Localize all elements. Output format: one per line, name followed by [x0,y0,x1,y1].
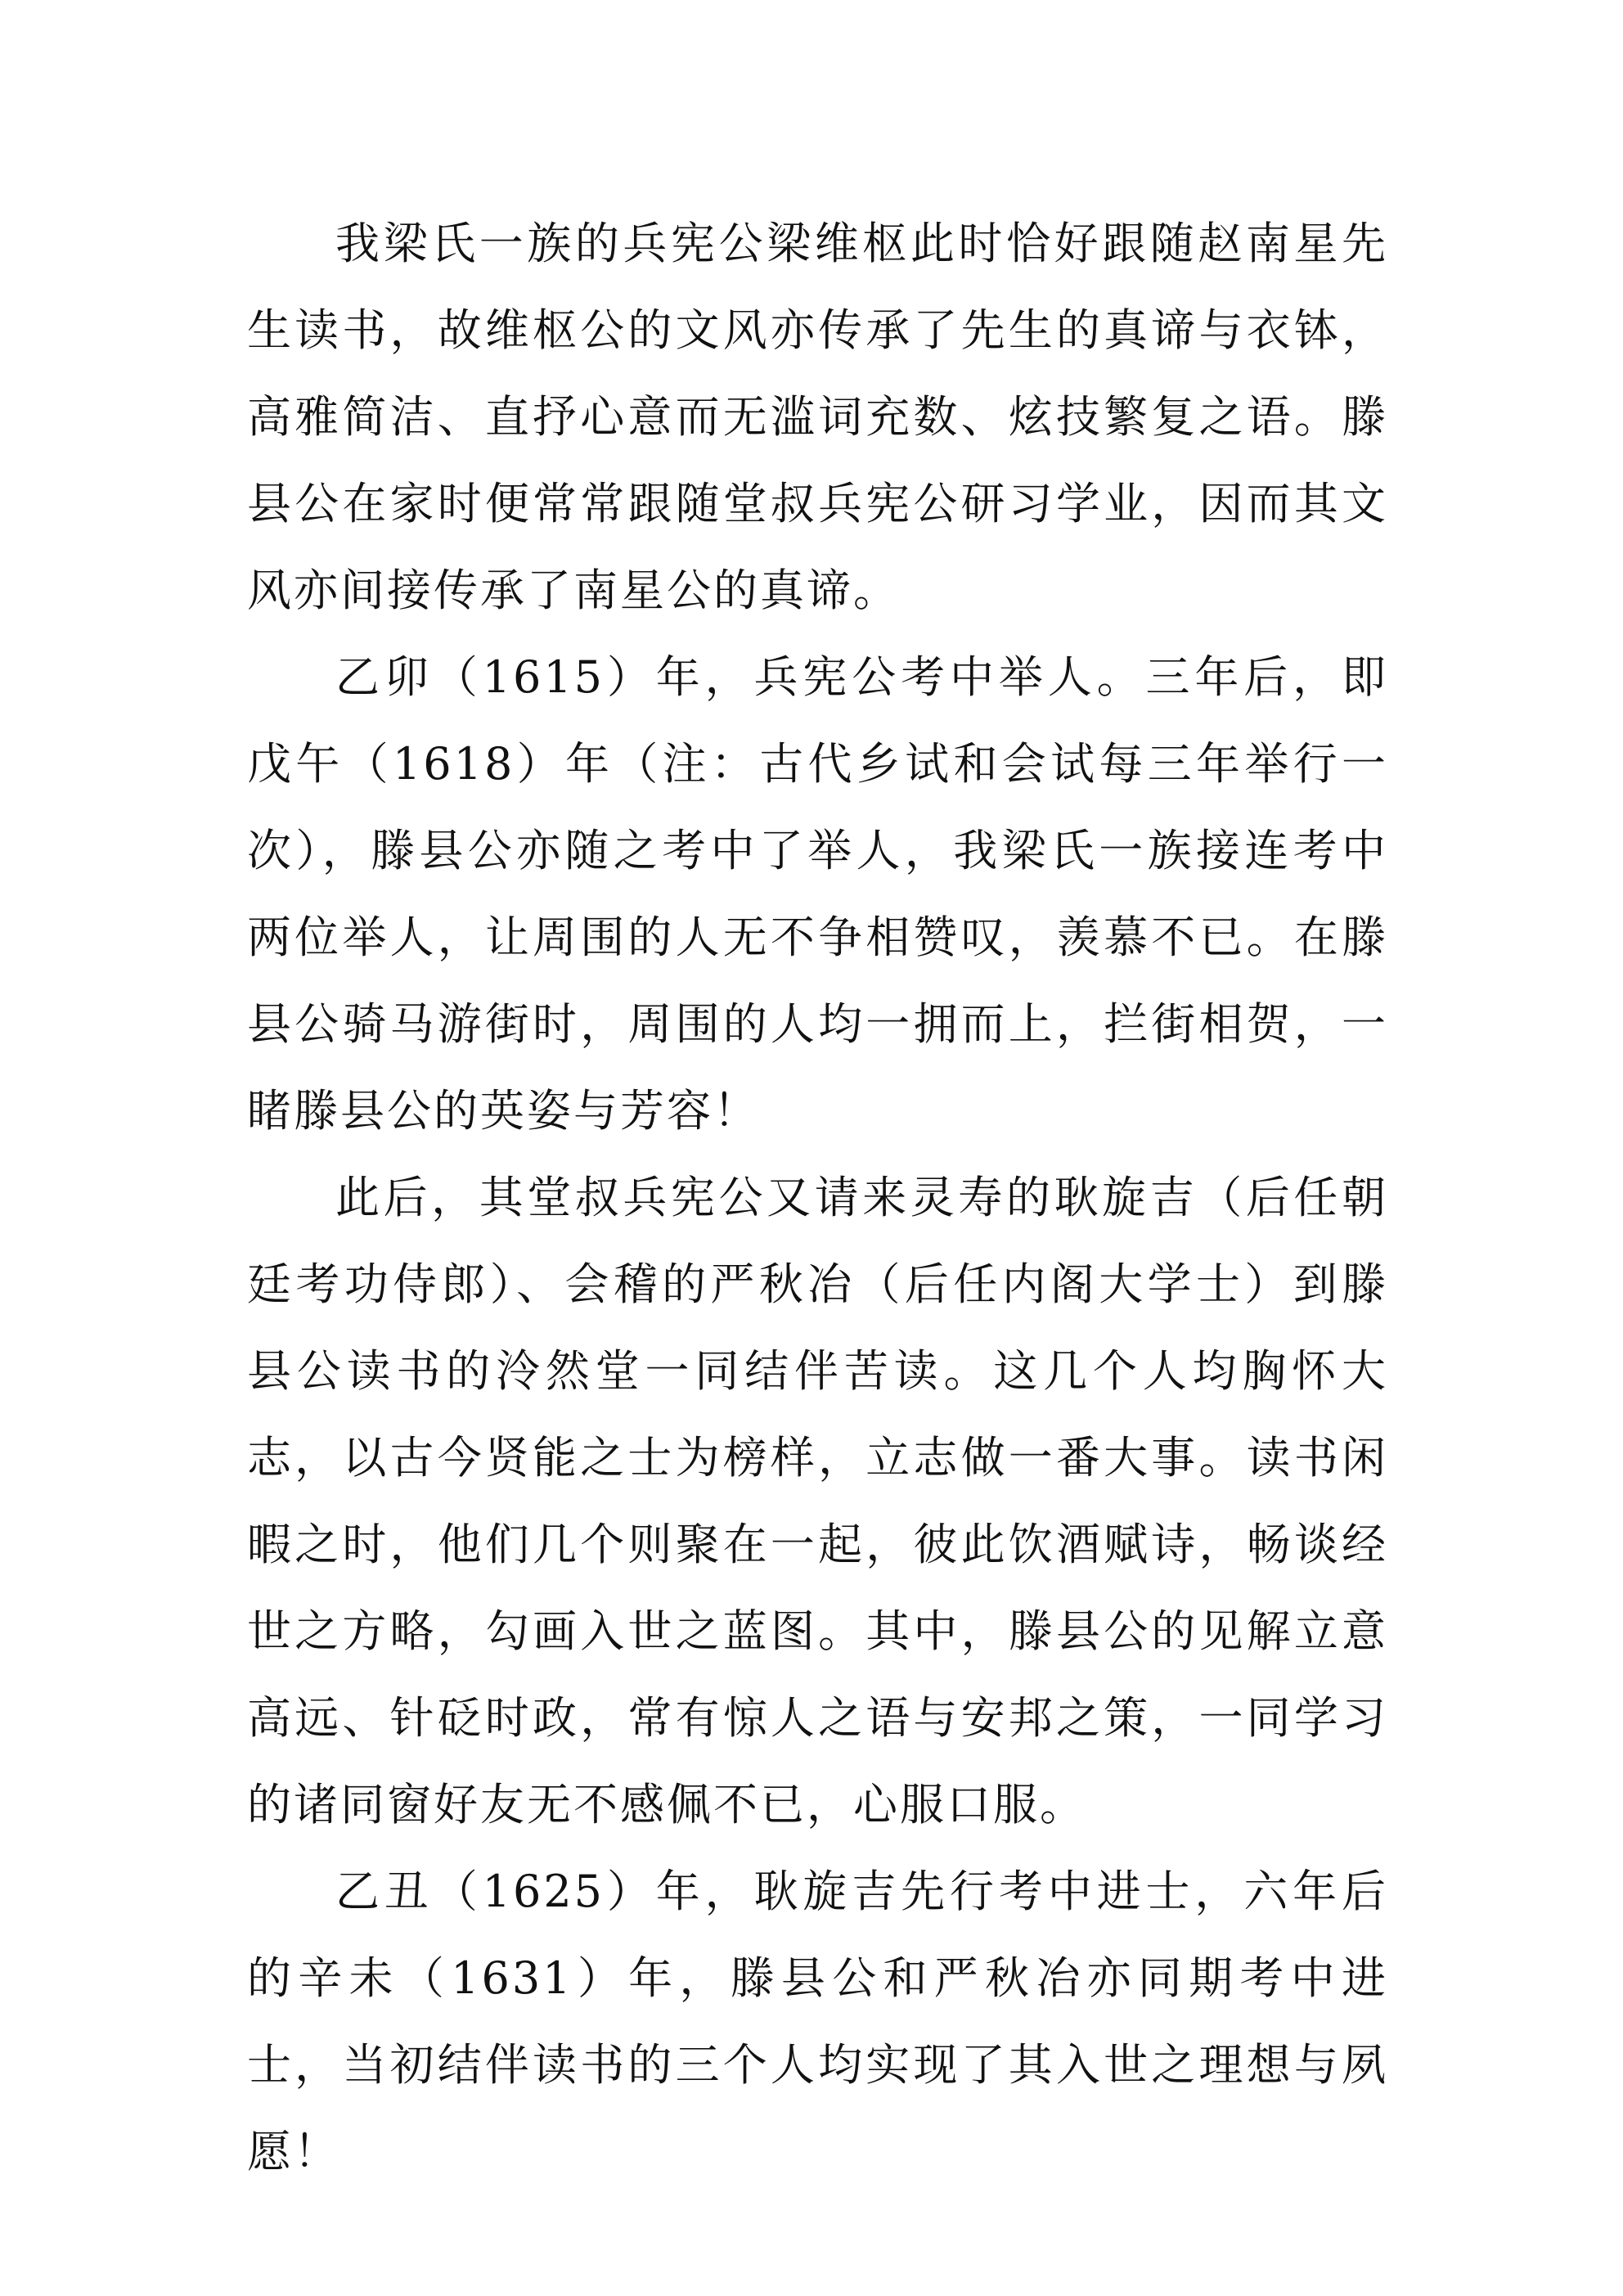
paragraph-1: 我梁氏一族的兵宪公梁维枢此时恰好跟随赵南星先生读书，故维枢公的文风亦传承了先生的真谛与衣钵，高雅简洁、直抒心意而无滥词充数、炫技繁复之语。滕县公在家时便常常跟随堂叔兵宪公研习学业，因而其文风亦间接传承了南星公的真谛。 [247,218,1388,616]
body-text [247,200,1388,2195]
paragraph-2: 乙卯（1615）年，兵宪公考中举人。三年后，即戊午（1618）年（注：古代乡试和会试每三年举行一次），滕县公亦随之考中了举人，我梁氏一族接连考中两位举人，让周围的人无不争相赞叹，羡慕不已。在滕县公骑马游街时，周围的人均一拥而上，拦街相贺，一睹滕县公的英姿与芳容！ [247,651,1388,1137]
paragraph-4: 乙丑（1625）年，耿旋吉先行考中进士，六年后的辛未（1631）年，滕县公和严秋冶亦同期考中进士，当初结伴读书的三个人均实现了其入世之理想与夙愿！ [247,1866,1388,2177]
paragraph-3: 此后，其堂叔兵宪公又请来灵寿的耿旋吉（后任朝廷考功侍郎）、会稽的严秋冶（后任内阁大学士）到滕县公读书的泠然堂一同结伴苦读。这几个人均胸怀大志，以古今贤能之士为榜样，立志做一番大事。读书闲暇之时，他们几个则聚在一起，彼此饮酒赋诗，畅谈经世之方略，勾画入世之蓝图。其中，滕县公的见解立意高远、针砭时政，常有惊人之语与安邦之策，一同学习的诸同窗好友无不感佩不已，心服口服。 [247,1172,1388,1830]
